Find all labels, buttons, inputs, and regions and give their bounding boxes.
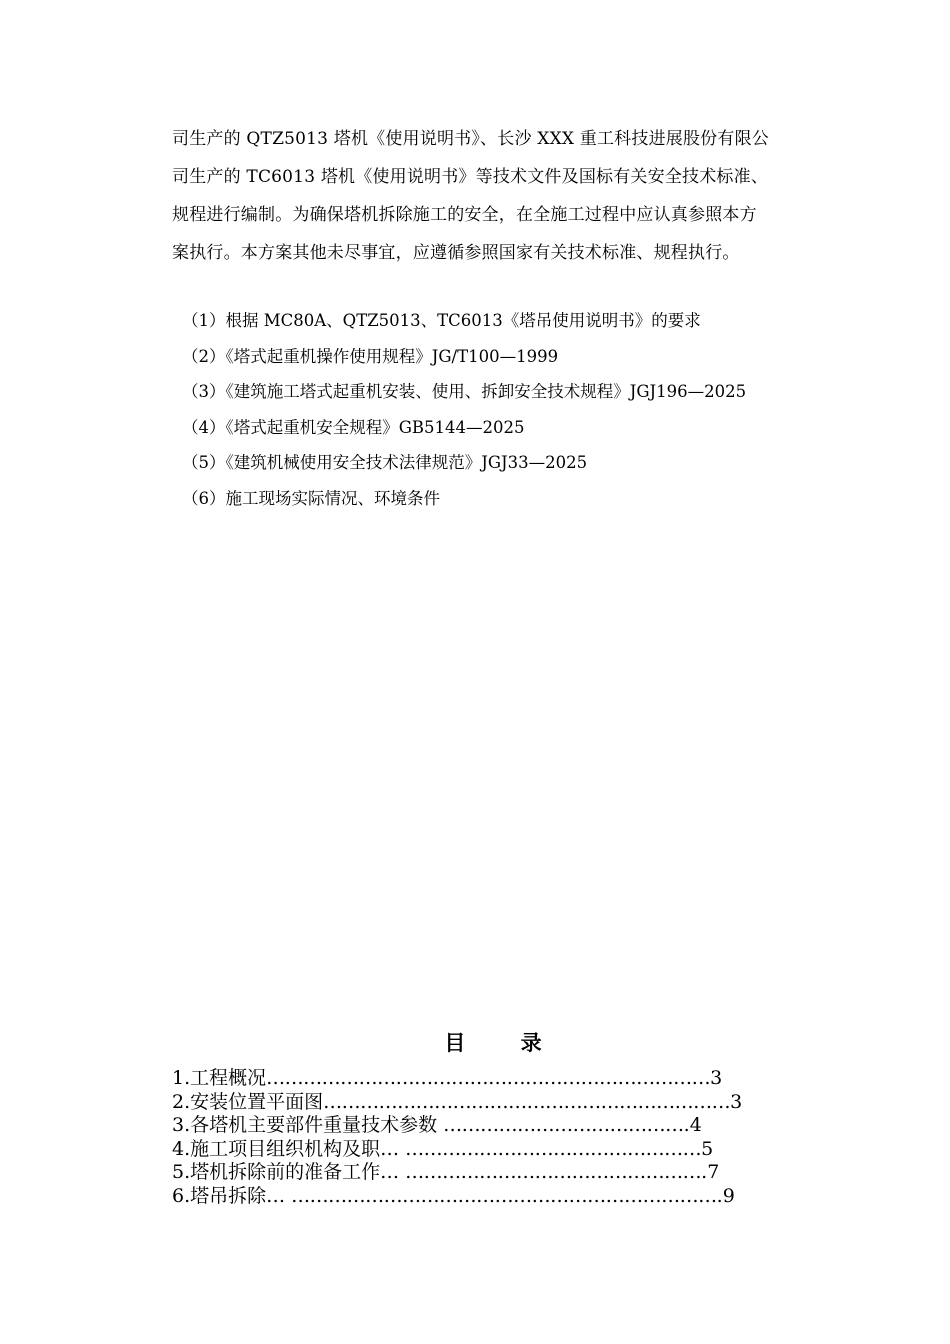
- toc-leader-dots: …………………………………………: [405, 1161, 702, 1183]
- basis-item: （6）施工现场实际情况、环境条件: [182, 488, 440, 508]
- toc-page-number: 3: [730, 1090, 743, 1113]
- toc-entry-label: 2.安装位置平面图: [172, 1090, 324, 1113]
- toc-leader-dots: ………………………………………………………………: [266, 1067, 711, 1089]
- toc-page-number: 3: [710, 1067, 723, 1089]
- toc-entry-label: 3.各塔机主要部件重量技术参数: [172, 1114, 444, 1136]
- toc-entry[interactable]: [172, 1161, 812, 1185]
- toc-leader-dots: …………………………………………………………: [323, 1090, 731, 1113]
- basis-list: [182, 303, 882, 516]
- intro-line: 案执行。本方案其他未尽事宜，应遵循参照国家有关技术标准、规程执行。: [172, 243, 740, 263]
- intro-paragraph: [172, 120, 842, 272]
- toc-leader-dots: …………………………………………: [405, 1137, 702, 1160]
- toc-page-number: .9: [716, 1184, 735, 1207]
- toc-entry[interactable]: [172, 1114, 812, 1138]
- toc-entry-label: 6.塔吊拆除…: [172, 1184, 292, 1207]
- intro-line: 规程进行编制。为确保塔机拆除施工的安全，在全施工过程中应认真参照本方: [172, 205, 757, 225]
- toc-leader-dots: ……………………………………………………………: [291, 1184, 717, 1207]
- intro-line: 司生产的 QTZ5013 塔机《使用说明书》、长沙 XXX 重工科技进展股份有限公: [172, 129, 769, 149]
- basis-item: （5）《建筑机械使用安全技术法律规范》JGJ33—2025: [182, 453, 588, 472]
- intro-line: 司生产的 TC6013 塔机《使用说明书》等技术文件及国标有关安全技术标准、: [172, 167, 769, 187]
- toc-title: 目 录: [444, 1031, 566, 1055]
- basis-item: （2）《塔式起重机操作使用规程》JG/T100—1999: [182, 346, 559, 366]
- toc-page-number: 5: [701, 1137, 714, 1160]
- toc-entry-label: 4.施工项目组织机构及职…: [172, 1137, 406, 1160]
- toc-page-number: .7: [701, 1161, 720, 1183]
- toc-entry[interactable]: [172, 1067, 812, 1091]
- basis-item: （3）《建筑施工塔式起重机安装、使用、拆卸安全技术规程》JGJ196—2025: [182, 382, 747, 401]
- toc-entry[interactable]: [172, 1185, 812, 1209]
- toc-leader-dots: …………………………………: [443, 1114, 684, 1136]
- toc-page-number: .4: [683, 1114, 702, 1136]
- basis-item: （1）根据 MC80A、QTZ5013、TC6013《塔吊使用说明书》的要求: [182, 311, 701, 330]
- toc-entry[interactable]: [172, 1138, 812, 1162]
- toc-entry-label: 1.工程概况: [172, 1067, 267, 1089]
- toc-entry[interactable]: [172, 1091, 812, 1115]
- basis-item: （4）《塔式起重机安全规程》GB5144—2025: [182, 417, 525, 437]
- toc-entry-label: 5.塔机拆除前的准备工作…: [172, 1161, 406, 1183]
- table-of-contents: [172, 1067, 812, 1208]
